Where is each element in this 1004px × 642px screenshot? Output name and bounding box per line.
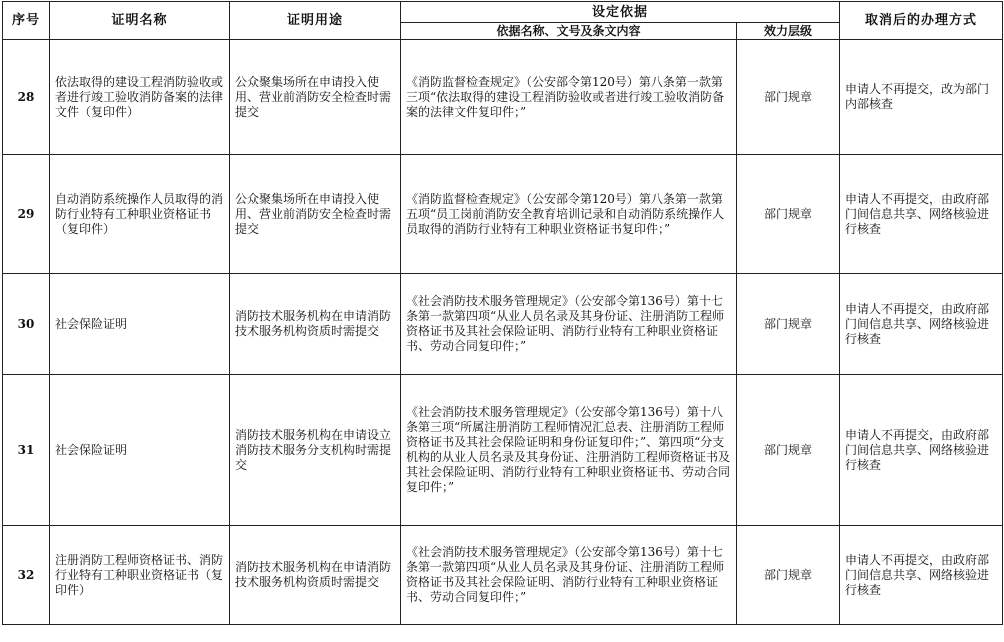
cell-seq: 30 <box>3 274 50 375</box>
cell-seq: 28 <box>3 40 50 155</box>
header-purpose: 证明用途 <box>230 2 401 40</box>
cell-level: 部门规章 <box>737 526 840 625</box>
cell-name: 社会保险证明 <box>50 274 230 375</box>
cell-after-cancel: 申请人不再提交，由政府部门间信息共享、网络核验进行核查 <box>840 155 1003 274</box>
cell-after-cancel: 申请人不再提交，由政府部门间信息共享、网络核验进行核查 <box>840 526 1003 625</box>
header-level: 效力层级 <box>737 23 840 40</box>
cell-basis: 《社会消防技术服务管理规定》（公安部令第136号）第十七条第一款第四项“从业人员名录及其身份证、注册消防工程师资格证书及其社会保险证明、消防行业特有工种职业资格证书、劳动合同复印件；” <box>401 274 737 375</box>
header-name: 证明名称 <box>50 2 230 40</box>
cell-seq: 32 <box>3 526 50 625</box>
cell-purpose: 公众聚集场所在申请投入使用、营业前消防安全检查时需提交 <box>230 40 401 155</box>
cell-name: 注册消防工程师资格证书、消防行业特有工种职业资格证书（复印件） <box>50 526 230 625</box>
table-header-row <box>3 2 1003 23</box>
certificate-cancellation-table <box>2 1 1003 625</box>
cell-basis: 《消防监督检查规定》（公安部令第120号）第八条第一款第五项“员工岗前消防安全教育培训记录和自动消防系统操作人员取得的消防行业特有工种职业资格证书复印件；” <box>401 155 737 274</box>
cell-basis: 《消防监督检查规定》（公安部令第120号）第八条第一款第三项“依法取得的建设工程消防验收或者进行竣工验收消防备案的法律文件复印件；” <box>401 40 737 155</box>
cell-seq: 31 <box>3 375 50 526</box>
cell-purpose: 消防技术服务机构在申请消防技术服务机构资质时需提交 <box>230 274 401 375</box>
table-row <box>3 526 1003 625</box>
header-seq: 序号 <box>3 2 50 40</box>
header-basis-content: 依据名称、文号及条文内容 <box>401 23 737 40</box>
header-after-cancel: 取消后的办理方式 <box>840 2 1003 40</box>
cell-seq: 29 <box>3 155 50 274</box>
cell-name: 自动消防系统操作人员取得的消防行业特有工种职业资格证书（复印件） <box>50 155 230 274</box>
header-basis-group: 设定依据 <box>401 2 840 23</box>
cell-basis: 《社会消防技术服务管理规定》（公安部令第136号）第十七条第一款第四项“从业人员名录及其身份证、注册消防工程师资格证书及其社会保险证明、消防行业特有工种职业资格证书、劳动合同复印件；” <box>401 526 737 625</box>
cell-name: 社会保险证明 <box>50 375 230 526</box>
cell-purpose: 消防技术服务机构在申请设立消防技术服务分支机构时需提交 <box>230 375 401 526</box>
cell-after-cancel: 申请人不再提交，由政府部门间信息共享、网络核验进行核查 <box>840 375 1003 526</box>
cell-level: 部门规章 <box>737 375 840 526</box>
certificate-table-page <box>2 1 1002 625</box>
table-row <box>3 40 1003 155</box>
cell-level: 部门规章 <box>737 274 840 375</box>
table-row <box>3 155 1003 274</box>
cell-after-cancel: 申请人不再提交，由政府部门间信息共享、网络核验进行核查 <box>840 274 1003 375</box>
cell-level: 部门规章 <box>737 40 840 155</box>
table-row <box>3 274 1003 375</box>
cell-name: 依法取得的建设工程消防验收或者进行竣工验收消防备案的法律文件（复印件） <box>50 40 230 155</box>
cell-after-cancel: 申请人不再提交，改为部门内部核查 <box>840 40 1003 155</box>
cell-basis: 《社会消防技术服务管理规定》（公安部令第136号）第十八条第三项“所属注册消防工程师情况汇总表、注册消防工程师资格证书及其社会保险证明和身份证复印件；”、第四项“分支机构的从业人员名录及其身份证、注册消防工程师资格证书及其社会保险证明、消防行业特有工种职业资格证书、劳动合同复印件；” <box>401 375 737 526</box>
cell-purpose: 消防技术服务机构在申请消防技术服务机构资质时需提交 <box>230 526 401 625</box>
cell-purpose: 公众聚集场所在申请投入使用、营业前消防安全检查时需提交 <box>230 155 401 274</box>
cell-level: 部门规章 <box>737 155 840 274</box>
table-row <box>3 375 1003 526</box>
